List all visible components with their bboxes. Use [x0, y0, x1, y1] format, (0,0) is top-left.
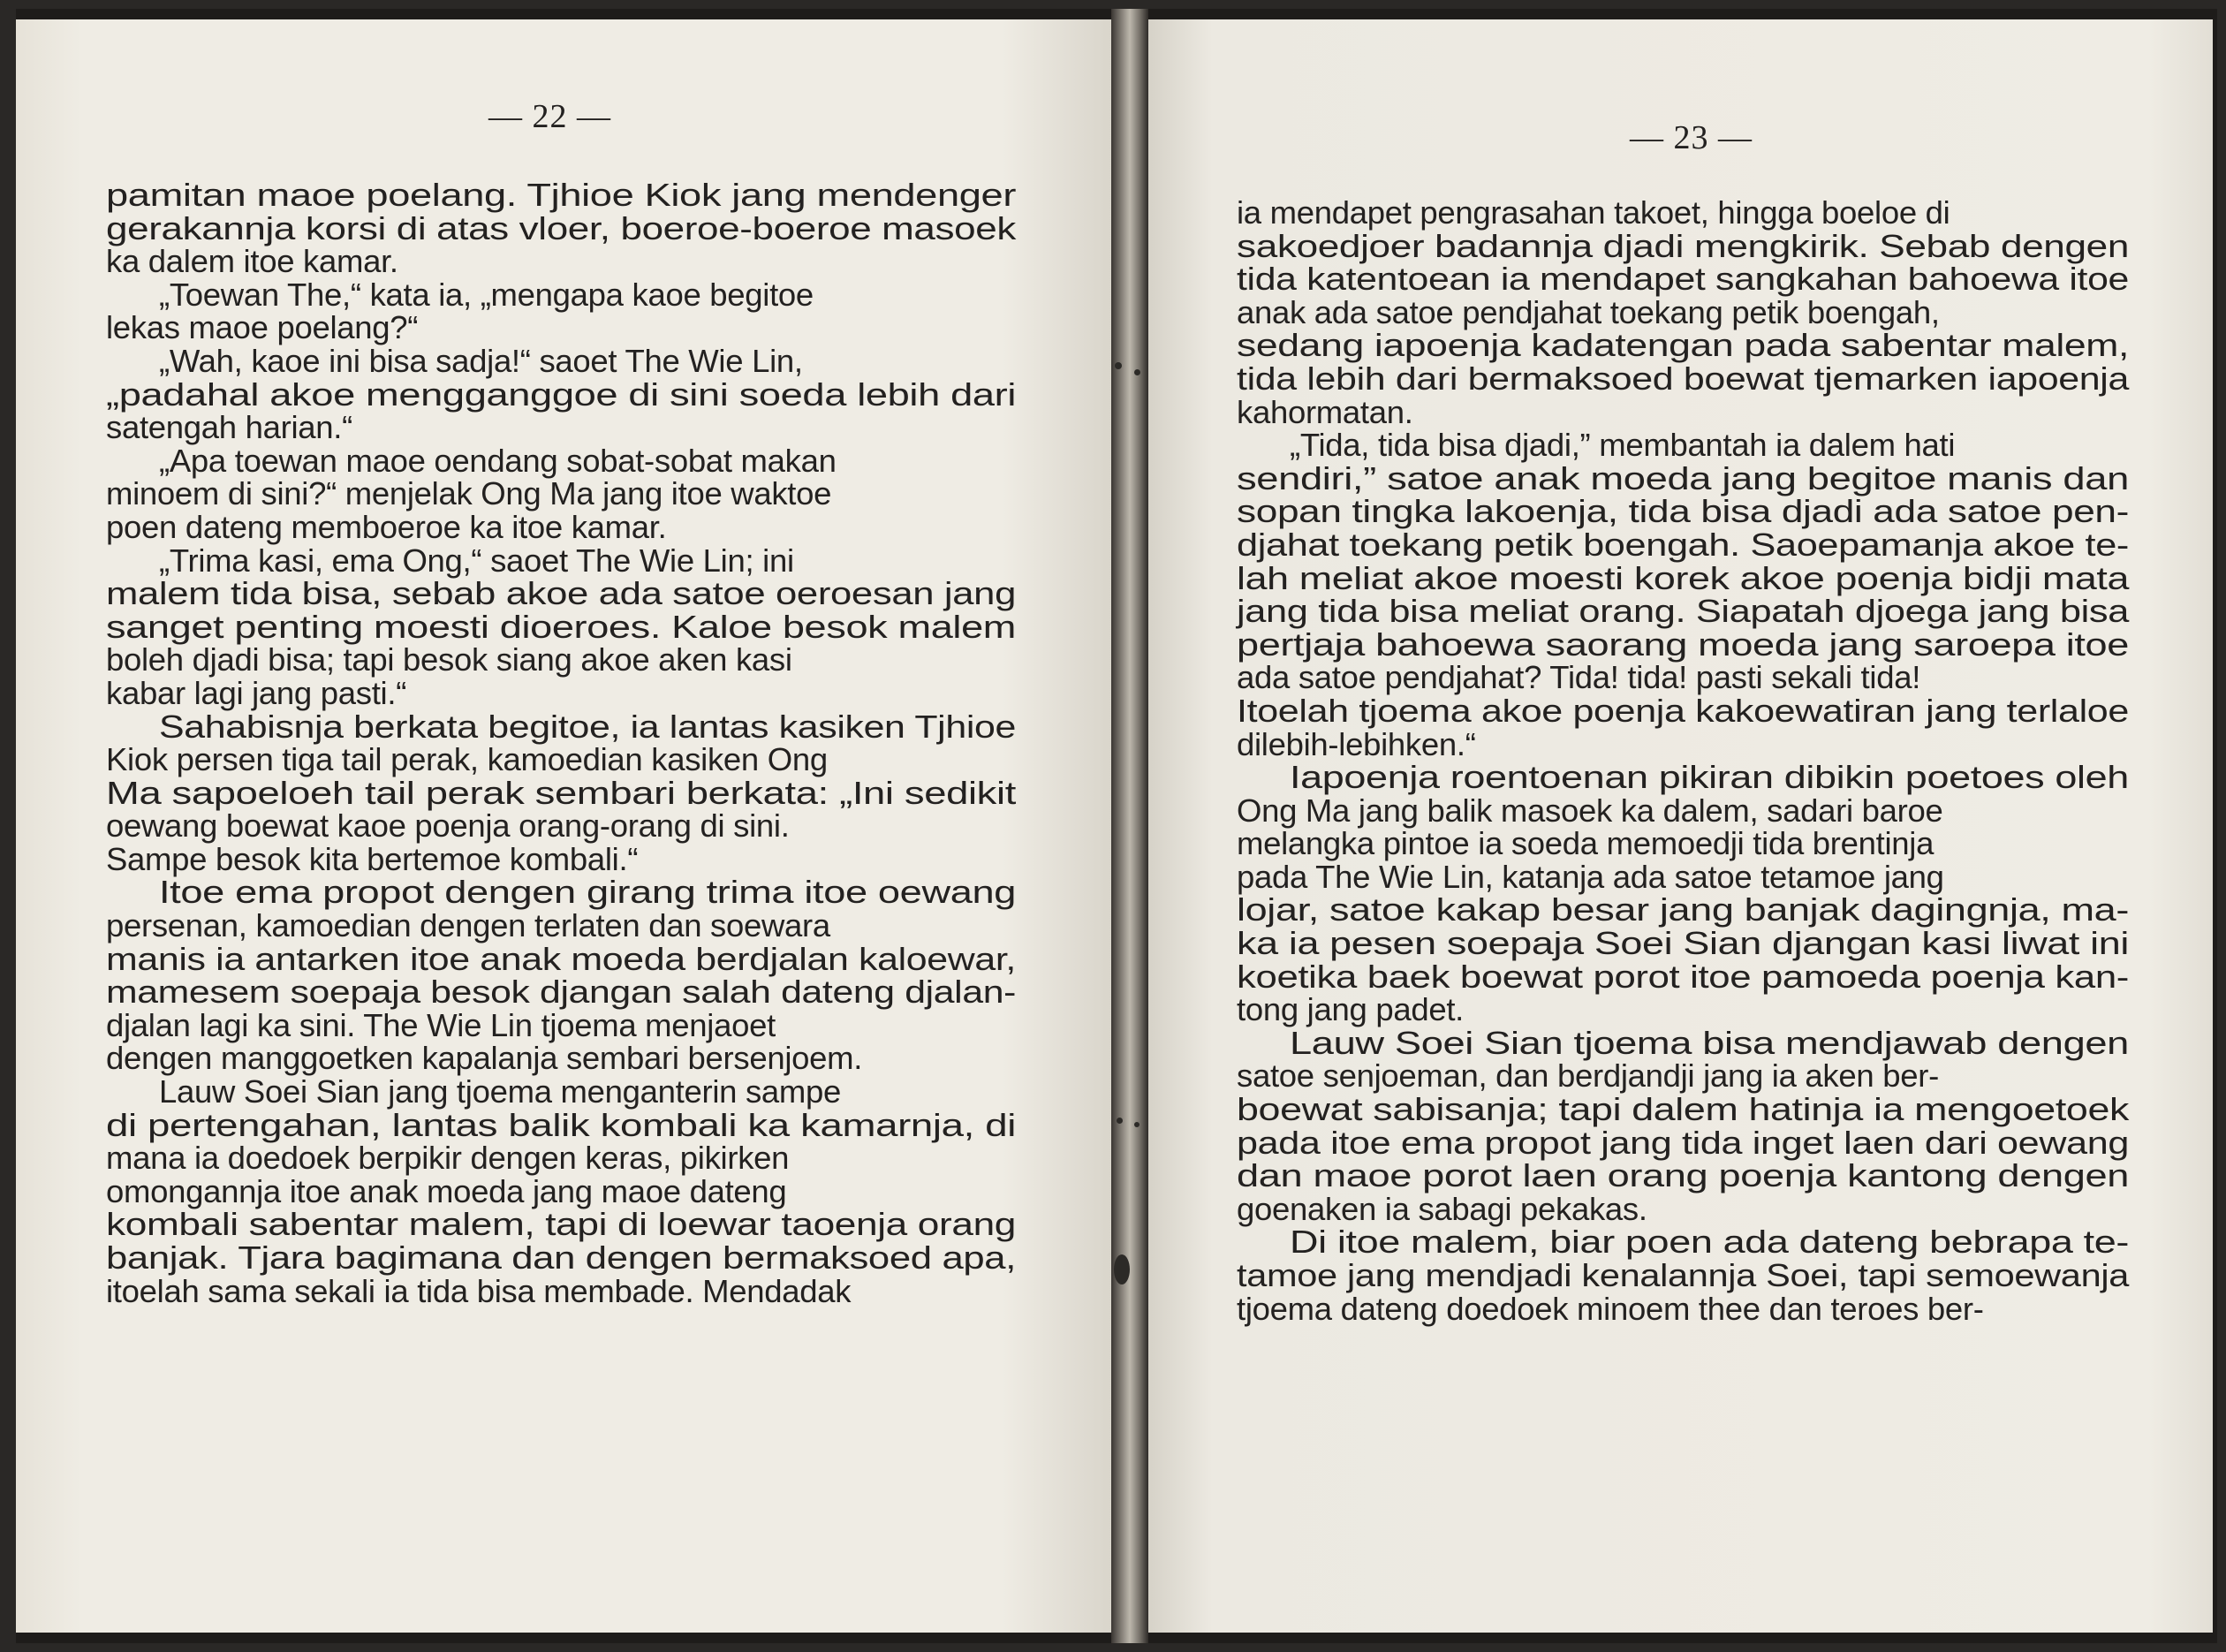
text-line: Kiok persen tiga tail perak, kamoedian kasiken Ong — [106, 741, 828, 778]
text-line: dengen manggoetken kapalanja sembari bersenjoem. — [106, 1040, 863, 1077]
text-line: djalan lagi ka sini. The Wie Lin tjoema menjaoet — [106, 1006, 776, 1043]
text-line: manis ia antarken itoe anak moeda berdjalan kaloewar, — [106, 940, 1016, 977]
text-line: itoelah sama sekali ia tida bisa membade. Mendadak — [106, 1272, 852, 1309]
text-line: tida katentoean ia mendapet sangkahan bahoewa itoe — [1237, 261, 2129, 298]
text-line: kabar lagi jang pasti.“ — [106, 674, 407, 711]
text-line: tjoema dateng doedoek minoem thee dan teroes ber- — [1237, 1290, 1984, 1327]
text-line: poen dateng memboeroe ka itoe kamar. — [106, 508, 667, 545]
text-line: persenan, kamoedian dengen terlaten dan soewara — [106, 907, 830, 944]
text-line: goenaken ia sabagi pekakas. — [1237, 1190, 1647, 1227]
text-line: sopan tingka lakoenja, tida bisa djadi ada satoe pen- — [1237, 493, 2129, 530]
text-line: lah meliat akoe moesti korek akoe poenja bidji mata — [1237, 559, 2130, 596]
text-line: Ma sapoeloeh tail perak sembari berkata: „Ini sedikit — [106, 774, 1016, 811]
text-line: tida lebih dari bermaksoed boewat tjemarken iapoenja — [1237, 360, 2129, 397]
binding-stitch — [1114, 1254, 1130, 1284]
text-line: minoem di sini?“ menjelak Ong Ma jang itoe waktoe — [106, 475, 832, 512]
text-line: tong jang padet. — [1237, 991, 1465, 1028]
text-line: malem tida bisa, sebab akoe ada satoe oeroesan jang — [106, 575, 1017, 612]
text-line: sanget penting moesti dioeroes. Kaloe besok malem — [106, 608, 1017, 645]
page-number: — 22 — — [488, 98, 611, 135]
text-line: dilebih-lebihken.“ — [1237, 725, 1476, 762]
text-line: banjak. Tjara bagimana dan dengen bermaksoed apa, — [106, 1239, 1016, 1276]
text-line: dan maoe porot laen orang poenja kantong dengen — [1237, 1157, 2129, 1194]
page-number: — 23 — — [1630, 119, 1753, 156]
text-line: Lauw Soei Sian jang tjoema menganterin sampe — [159, 1073, 842, 1110]
book-gutter — [1111, 9, 1148, 1643]
text-line: „Toewan The,“ kata ia, „mengapa kaoe begitoe — [159, 276, 814, 313]
right-page — [1148, 19, 2213, 1633]
binding-stitch — [1134, 369, 1140, 375]
text-line: kahormatan. — [1237, 393, 1413, 430]
text-line: jang tida bisa meliat orang. Siapatah djoega jang bisa — [1237, 593, 2129, 630]
page-text — [1237, 196, 2129, 1325]
text-line: koetika baek boewat porot itoe pamoeda poenja kan- — [1237, 958, 2129, 995]
text-line: Iapoenja roentoenan pikiran dibikin poetoes oleh — [1290, 759, 2129, 796]
text-line: Sahabisnja berkata begitoe, ia lantas kasiken Tjhioe — [159, 708, 1016, 745]
text-line: boewat sabisanja; tapi dalem hatinja ia mengoetoek — [1237, 1091, 2130, 1128]
text-line: oewang boewat kaoe poenja orang-orang di sini. — [106, 807, 790, 845]
text-line: tamoe jang mendjadi kenalannja Soei, tapi semoewanja — [1237, 1257, 2129, 1293]
text-line: boleh djadi bisa; tapi besok siang akoe aken kasi — [106, 641, 792, 678]
text-line: lojar, satoe kakap besar jang banjak dagingnja, ma- — [1237, 891, 2129, 928]
text-line: „Tida, tida bisa djadi,” membantah ia dalem hati — [1290, 427, 1956, 464]
text-line: pada itoe ema propot jang tida inget laen dari oewang — [1237, 1124, 2130, 1161]
binding-stitch — [1117, 1118, 1123, 1124]
book-spread — [16, 9, 2217, 1643]
text-line: Ong Ma jang balik masoek ka dalem, sadari baroe — [1237, 792, 1943, 829]
text-line: ka ia pesen soepaja Soei Sian djangan kasi liwat ini — [1237, 925, 2129, 962]
text-line: djahat toekang petik boengah. Saoepamanja akoe te- — [1237, 526, 2130, 563]
text-line: gerakannja korsi di atas vloer, boeroe-boeroe masoek — [106, 209, 1016, 246]
text-line: Itoe ema propot dengen girang trima itoe oewang — [159, 874, 1017, 911]
text-line: anak ada satoe pendjahat toekang petik boengah, — [1237, 293, 1940, 330]
text-line: Itoelah tjoema akoe poenja kakoewatiran jang terlaloe — [1237, 692, 2129, 729]
text-line: di pertengahan, lantas balik kombali ka kamarnja, di — [106, 1106, 1016, 1143]
text-line: pertjaja bahoewa saorang moeda jang saroepa itoe — [1237, 625, 2129, 663]
text-line: satoe senjoeman, dan berdjandji jang ia aken ber- — [1237, 1057, 1939, 1095]
left-page — [16, 19, 1111, 1633]
text-line: „Trima kasi, ema Ong,“ saoet The Wie Lin; ini — [159, 542, 794, 579]
text-line: ka dalem itoe kamar. — [106, 243, 398, 280]
page-text — [106, 178, 1016, 1307]
text-line: sakoedjoer badannja djadi mengkirik. Sebab dengen — [1237, 227, 2130, 264]
text-line: „padahal akoe mengganggoe di sini soeda lebih dari — [106, 375, 1017, 413]
text-line: kombali sabentar malem, tapi di loewar taoenja orang — [106, 1206, 1017, 1243]
text-line: pamitan maoe poelang. Tjhioe Kiok jang mendenger — [106, 177, 1017, 213]
text-line: Sampe besok kita bertemoe kombali.“ — [106, 840, 639, 877]
text-line: Di itoe malem, biar poen ada dateng bebrapa te- — [1290, 1224, 2129, 1261]
text-line: sendiri,” satoe anak moeda jang begitoe manis dan — [1237, 459, 2129, 496]
text-line: omongannja itoe anak moeda jang maoe dateng — [106, 1172, 787, 1209]
text-line: melangka pintoe ia soeda memoedji tida brentinja — [1237, 825, 1934, 862]
text-line: ia mendapet pengrasahan takoet, hingga boeloe di — [1237, 194, 1950, 231]
binding-stitch — [1115, 362, 1122, 369]
text-line: „Wah, kaoe ini bisa sadja!“ saoet The Wie Lin, — [159, 342, 803, 379]
text-line: mamesem soepaja besok djangan salah dateng djalan- — [106, 974, 1017, 1011]
text-line: satengah harian.“ — [106, 409, 352, 446]
text-line: „Apa toewan maoe oendang sobat-sobat makan — [159, 442, 837, 479]
text-line: pada The Wie Lin, katanja ada satoe tetamoe jang — [1237, 858, 1944, 895]
text-line: Lauw Soei Sian tjoema bisa mendjawab dengen — [1290, 1024, 2129, 1061]
text-line: sedang iapoenja kadatengan pada sabentar malem, — [1237, 327, 2129, 364]
text-line: lekas maoe poelang?“ — [106, 309, 419, 346]
text-line: ada satoe pendjahat? Tida! tida! pasti sekali tida! — [1237, 659, 1921, 696]
binding-stitch — [1134, 1122, 1140, 1127]
text-line: mana ia doedoek berpikir dengen keras, pikirken — [106, 1140, 790, 1177]
